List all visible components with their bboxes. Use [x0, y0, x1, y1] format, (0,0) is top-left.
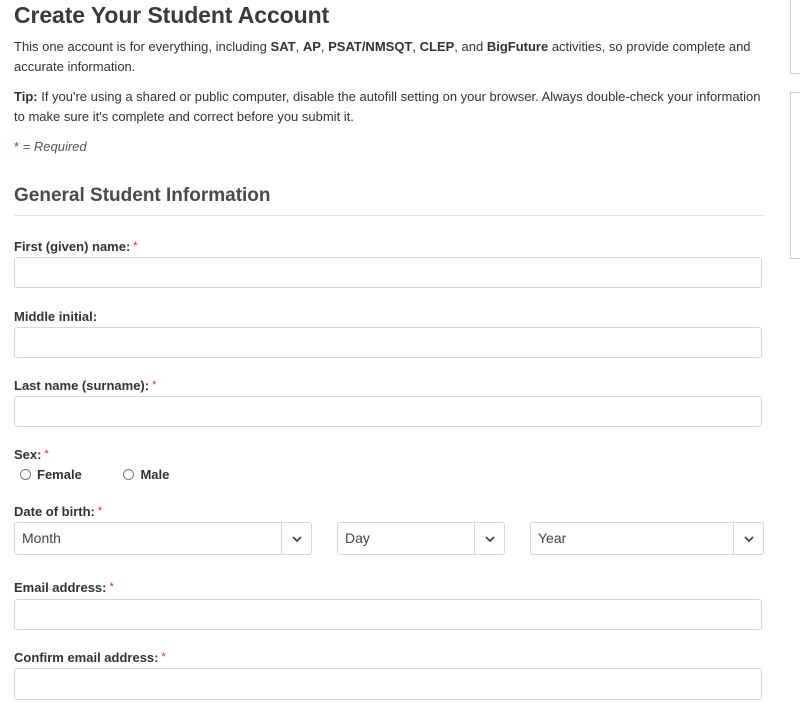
chevron-down-icon: [483, 532, 497, 546]
sex-radio-group: [20, 467, 207, 483]
dob-year-select[interactable]: Year: [530, 522, 764, 555]
first-name-input[interactable]: [14, 257, 762, 288]
first-name-label: First (given) name: *: [14, 239, 138, 254]
intro-text: This one account is for everything, including SAT, AP, PSAT/NMSQT, CLEP, and BigFuture activities, so provide complete and accurate information.: [14, 39, 751, 74]
required-marker: *: [44, 448, 49, 460]
required-marker: *: [133, 240, 138, 252]
page-title: Create Your Student Account: [14, 2, 330, 28]
section-divider: [14, 215, 764, 216]
confirm-email-input[interactable]: [14, 668, 762, 700]
required-note: * = Required: [14, 139, 87, 154]
dob-label: Date of birth: *: [14, 504, 103, 519]
email-label: Email address: *: [14, 580, 114, 595]
last-name-input[interactable]: [14, 396, 762, 427]
radio-unchecked-icon[interactable]: [20, 469, 31, 480]
required-marker: *: [109, 581, 114, 593]
sex-label: Sex: *: [14, 447, 49, 462]
sidebar-panel: [790, 92, 800, 259]
dob-day-select[interactable]: Day: [337, 522, 505, 555]
email-input[interactable]: [14, 599, 762, 630]
sex-option-male[interactable]: Male: [123, 467, 169, 482]
last-name-label: Last name (surname): *: [14, 378, 157, 393]
required-marker: *: [97, 505, 103, 517]
chevron-down-icon: [742, 532, 756, 546]
middle-initial-input[interactable]: [14, 327, 762, 358]
required-marker: *: [161, 651, 166, 663]
dob-month-select[interactable]: Month: [14, 522, 312, 555]
tip-text: Tip: If you're using a shared or public computer, disable the autofill setting on your browser. Always double-check your information to make sure it's complete and correct before you submit it.: [14, 89, 761, 124]
sidebar-panel-top: [790, 0, 800, 74]
radio-unchecked-icon[interactable]: [123, 469, 134, 480]
chevron-down-icon: [290, 532, 304, 546]
required-marker: *: [152, 379, 157, 391]
middle-initial-label: Middle initial:: [14, 309, 98, 324]
sex-option-female[interactable]: Female: [20, 467, 82, 482]
section-title: General Student Information: [14, 185, 271, 206]
confirm-email-label: Confirm email address: *: [14, 650, 166, 665]
